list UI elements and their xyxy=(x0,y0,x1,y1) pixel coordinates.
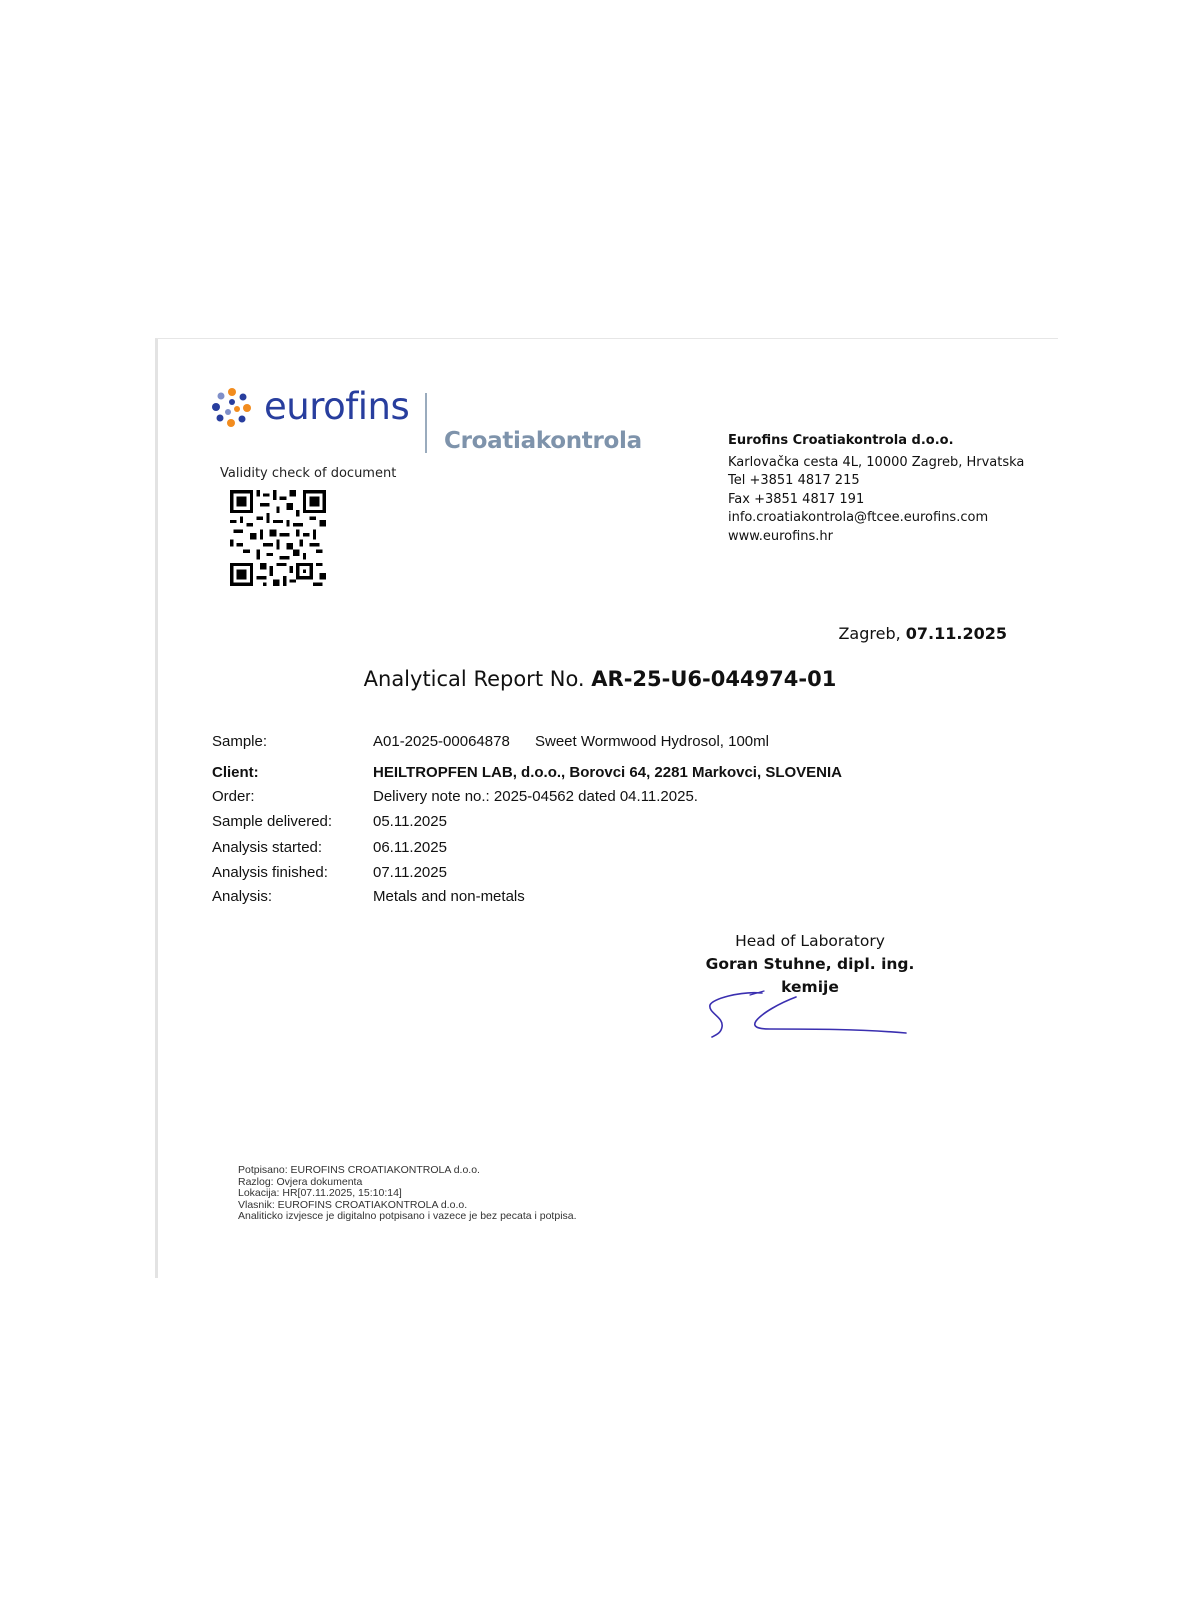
report-title xyxy=(0,667,1200,691)
sample-id: A01-2025-00064878 xyxy=(373,733,510,750)
handwritten-signature xyxy=(700,985,920,1041)
company-contact-block xyxy=(728,432,1024,546)
company-address: Karlovačka cesta 4L, 10000 Zagreb, Hrvatska xyxy=(728,454,1025,470)
analysis-label: Analysis: xyxy=(212,888,273,905)
validity-label: Validity check of document xyxy=(220,466,397,481)
finished-value: 07.11.2025 xyxy=(373,864,447,881)
report-number: AR-25-U6-044974-01 xyxy=(591,667,837,691)
digital-location: Lokacija: HR[07.11.2025, 15:10:14] xyxy=(238,1187,402,1199)
sample-label: Sample: xyxy=(212,733,268,750)
order-label: Order: xyxy=(212,788,255,805)
company-tel: Tel +3851 4817 215 xyxy=(728,473,860,488)
company-name: Eurofins Croatiakontrola d.o.o. xyxy=(728,433,954,448)
digital-owner: Vlasnik: EUROFINS CROATIAKONTROLA d.o.o. xyxy=(238,1198,468,1211)
company-website-link[interactable]: www.eurofins.hr xyxy=(728,528,834,544)
delivered-label: Sample delivered: xyxy=(212,813,333,830)
digital-signature-notes xyxy=(238,1165,577,1223)
signer-name: Goran Stuhne, dipl. ing. kemije xyxy=(705,955,915,996)
company-fax: Fax +3851 4817 191 xyxy=(728,491,865,507)
started-label: Analysis started: xyxy=(212,839,323,856)
finished-label: Analysis finished: xyxy=(212,864,328,881)
signer-role: Head of Laboratory xyxy=(735,932,885,950)
order-value: Delivery note no.: 2025-04562 dated 04.11.2025. xyxy=(373,788,698,805)
eurofins-logo xyxy=(212,387,409,427)
delivered-value: 05.11.2025 xyxy=(373,813,447,830)
place: Zagreb, xyxy=(838,624,901,643)
client-value: HEILTROPFEN LAB, d.o.o., Borovci 64, 2281 Markovci, SLOVENIA xyxy=(373,764,842,781)
eurofins-mark-icon xyxy=(212,387,252,427)
digital-validity-note: Analiticko izvjesce je digitalno potpisano i vazece je bez pecata i potpisa. xyxy=(238,1210,577,1222)
logo-wordmark: eurofins xyxy=(264,385,410,428)
logo-divider xyxy=(425,393,427,453)
client-label: Client: xyxy=(212,764,259,781)
digital-reason: Razlog: Ovjera dokumenta xyxy=(238,1175,363,1188)
report-date: 07.11.2025 xyxy=(905,624,1007,643)
report-title-prefix: Analytical Report No. xyxy=(363,667,585,691)
digital-signed-by: Potpisano: EUROFINS CROATIAKONTROLA d.o.o. xyxy=(238,1164,480,1176)
qr-code-icon[interactable] xyxy=(230,490,326,586)
sample-description: Sweet Wormwood Hydrosol, 100ml xyxy=(535,733,769,750)
logo-subtitle: Croatiakontrola xyxy=(444,428,642,454)
analysis-value: Metals and non-metals xyxy=(373,888,525,905)
company-email-link[interactable]: info.croatiakontrola@ftcee.eurofins.com xyxy=(728,510,989,525)
place-date xyxy=(838,624,1007,643)
started-value: 06.11.2025 xyxy=(373,839,447,856)
